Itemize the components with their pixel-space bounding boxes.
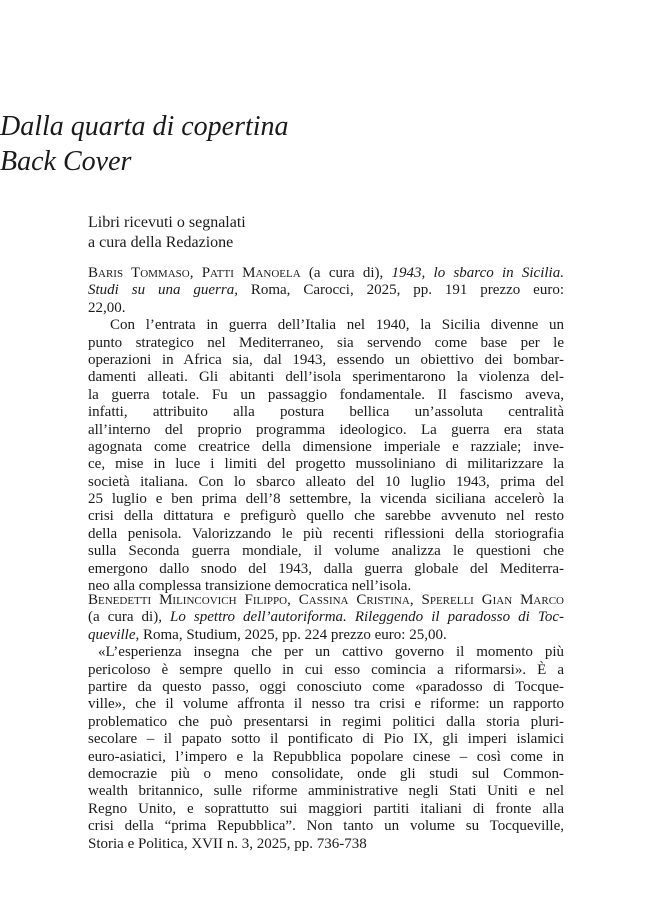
entry-price: 22,00. <box>88 299 126 316</box>
entry-publication: Roma, Studium, 2025, pp. 224 prezzo euro: 25,00. <box>139 626 447 643</box>
entry-description <box>88 317 564 595</box>
text-line: damenti alleati. Gli abitanti dell’isola sperimentarono la violenza del- <box>88 369 564 386</box>
text-line: sulla Seconda guerra mondiale, il volume analizza le questioni che <box>88 543 564 560</box>
text-line: euro-asiatici, l’impero e la Repubblica popolare cinese – così come in <box>88 748 564 765</box>
text-line: crisi della “prima Repubblica”. Non tanto un volume su Tocqueville, <box>88 818 564 835</box>
entry-citation-line <box>88 627 564 644</box>
entry-title: Lo spettro dell’autoriforma. Rileggendo il paradosso di Toc- <box>170 609 564 626</box>
text-line: «L’esperienza insegna che per un cattivo governo il momento più <box>98 644 564 661</box>
section-heading-line2: a cura della Redazione <box>88 234 234 251</box>
entry-citation-line <box>88 282 564 299</box>
text-line: neo alla complessa transizione democratica nell’isola. <box>88 578 412 595</box>
text-line: wealth britannico, sulle riforme amministrative negli Stati Uniti e nel <box>88 783 564 800</box>
text-line: ce, mise in luce i limiti del progetto mussoliniano di militarizzare la <box>88 456 564 473</box>
text-line: emergono dallo snodo del 1943, dalla guerra globale del Mediterra- <box>88 560 564 577</box>
entry-citation-line <box>88 609 564 626</box>
text-line: crisi della dittatura e prefigurò quello che sarebbe avvenuto nel resto <box>88 508 564 525</box>
entry-citation-line <box>88 265 564 282</box>
text-line: ville», che il volume affronta il nesso tra crisi e riforme: un rapporto <box>88 696 564 713</box>
book-entry-1 <box>88 265 564 595</box>
page-title: Dalla quarta di copertina <box>0 111 289 142</box>
page-subtitle: Back Cover <box>0 146 132 177</box>
entry-description <box>88 644 564 835</box>
text-line: partire da questo passo, oggi conosciuto come «paradosso di Tocque- <box>88 678 564 695</box>
text-line: democrazie più o meno consolidate, onde gli studi sul Common- <box>88 765 564 782</box>
text-line: infatti, attribuito alla postura bellica un’assoluta centralità <box>88 404 564 421</box>
entry-authors-line <box>88 592 564 609</box>
text-line: agognata come creatrice della dimensione imperiale e razziale; inve- <box>88 438 564 455</box>
text-line: Con l’entrata in guerra dell’Italia nel 1940, la Sicilia divenne un <box>110 317 564 334</box>
entry-publication: Roma, Carocci, 2025, pp. 191 prezzo euro: <box>237 282 564 299</box>
entry-editor-note: (a cura di), <box>300 265 392 281</box>
text-line: secolare – il papato sotto il pontificato di Pio IX, gli imperi islamici <box>88 731 564 748</box>
entry-authors: Benedetti Milincovich Filippo, Cassina Cristina, Sperelli Gian Marco <box>88 592 564 608</box>
text-line: 25 luglio e ben prima dell’8 settembre, la vicenda siciliana accelerò la <box>88 491 564 508</box>
entry-title: 1943, lo sbarco in Sicilia. <box>391 265 564 281</box>
text-line: all’interno del proprio programma ideologico. La guerra era stata <box>88 421 564 438</box>
text-line: operazioni in Africa sia, dal 1943, essendo un obiettivo dei bombar- <box>88 351 564 368</box>
text-line: Regno Unito, e soprattutto sui maggiori partiti italiani di fronte alla <box>88 800 564 817</box>
book-entry-2 <box>88 592 564 835</box>
entry-authors: Baris Tommaso, Patti Manoela <box>88 265 301 281</box>
text-line: punto strategico nel Mediterraneo, sia servendo come base per le <box>88 334 564 351</box>
entry-editor-note: (a cura di), <box>88 609 171 626</box>
journal-citation: Storia e Politica, XVII n. 3, 2025, pp. 736-738 <box>88 836 367 852</box>
text-line: società italiana. Con lo sbarco alleato del 10 luglio 1943, prima del <box>88 473 564 490</box>
section-heading-line1: Libri ricevuti o segnalati <box>88 214 246 231</box>
entry-title-end: queville, <box>88 626 140 643</box>
section-heading <box>88 213 246 253</box>
text-line: della penisola. Valorizzando le più recenti riflessioni della storiografia <box>88 525 564 542</box>
entry-subtitle: Studi su una guerra, <box>88 282 238 299</box>
text-line: pericoloso è sempre quello in cui esso comincia a riformarsi». È a <box>88 661 564 678</box>
text-line: la guerra totale. Fu un passaggio fondamentale. Il fascismo aveva, <box>88 386 564 403</box>
text-line: problematico che può presentarsi in regimi politici dalla storia pluri- <box>88 713 564 730</box>
